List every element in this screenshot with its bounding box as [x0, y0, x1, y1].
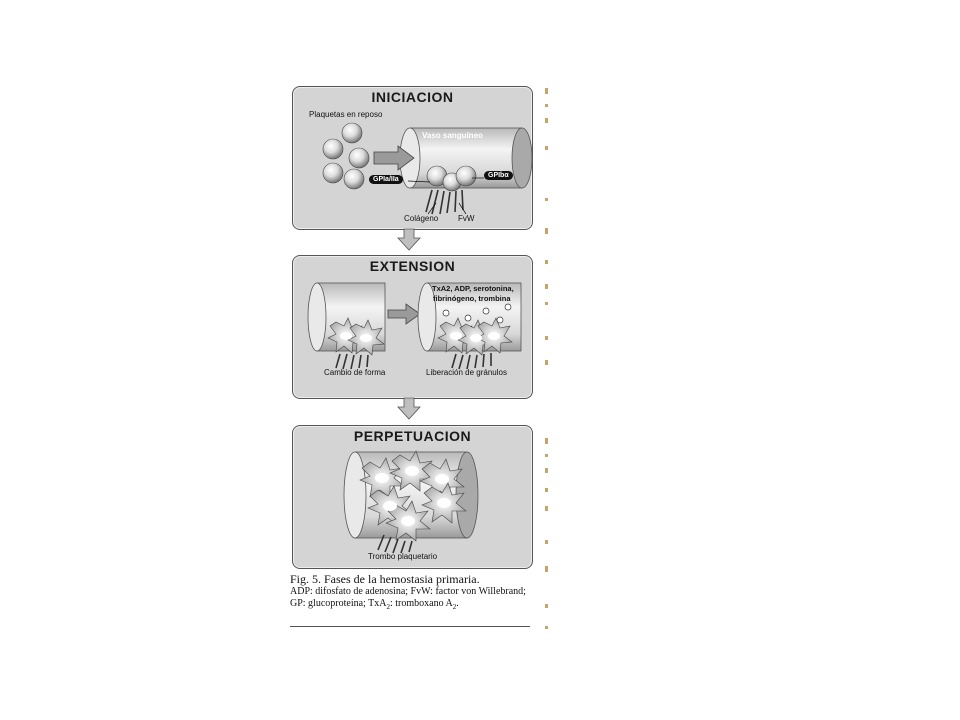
- tag-gpib-alpha: GPIbα: [484, 171, 513, 180]
- arrow-down-icon-2: [398, 398, 420, 419]
- caption-line-2-prefix: GP: glucoproteína; TxA: [290, 598, 387, 609]
- caption-title: Fig. 5. Fases de la hemostasia primaria.: [290, 572, 480, 586]
- collagen-fibers-ext-left: [336, 354, 368, 369]
- label-trombo-plaquetario: Trombo plaquetario: [368, 552, 438, 561]
- caption-line-2-end: .: [456, 598, 459, 609]
- label-cambio-forma: Cambio de forma: [324, 368, 386, 377]
- collagen-fibers: [426, 190, 463, 214]
- label-liberacion-granulos: Liberación de gránulos: [426, 368, 507, 377]
- label-plaquetas-reposo: Plaquetas en reposo: [309, 110, 383, 119]
- resting-platelets: [323, 123, 369, 189]
- caption-line-1: ADP: difosfato de adenosina; FvW: factor von Willebrand;: [290, 586, 526, 597]
- caption-sub-1: 2: [386, 603, 390, 611]
- tag-gpia-iia: GPIa/IIa: [369, 175, 403, 184]
- caption-divider: [290, 626, 530, 627]
- panel-title-iniciacion: INICIACION: [371, 89, 454, 105]
- scan-edge-marks: [545, 88, 549, 633]
- panel-title-extension: EXTENSION: [369, 258, 456, 274]
- figure-caption: [290, 572, 535, 613]
- caption-sub-2: 2: [452, 603, 457, 611]
- label-fvw: FvW: [458, 214, 475, 223]
- arrow-right-icon-2: [388, 304, 420, 324]
- caption-line-2: [290, 598, 535, 613]
- collagen-fibers-ext-right: [452, 353, 491, 369]
- arrow-down-icon-1: [398, 229, 420, 250]
- label-mediators-line2: fibrinógeno, trombina: [433, 294, 511, 303]
- label-mediators-line1: TxA2, ADP, serotonina,: [432, 284, 514, 293]
- label-vaso-sanguineo: Vaso sanguíneo: [422, 131, 483, 140]
- panel-title-perpetuacion: PERPETUACION: [353, 428, 472, 444]
- label-colageno: Colágeno: [404, 214, 439, 223]
- caption-line-2-mid: : tromboxano A: [389, 598, 453, 609]
